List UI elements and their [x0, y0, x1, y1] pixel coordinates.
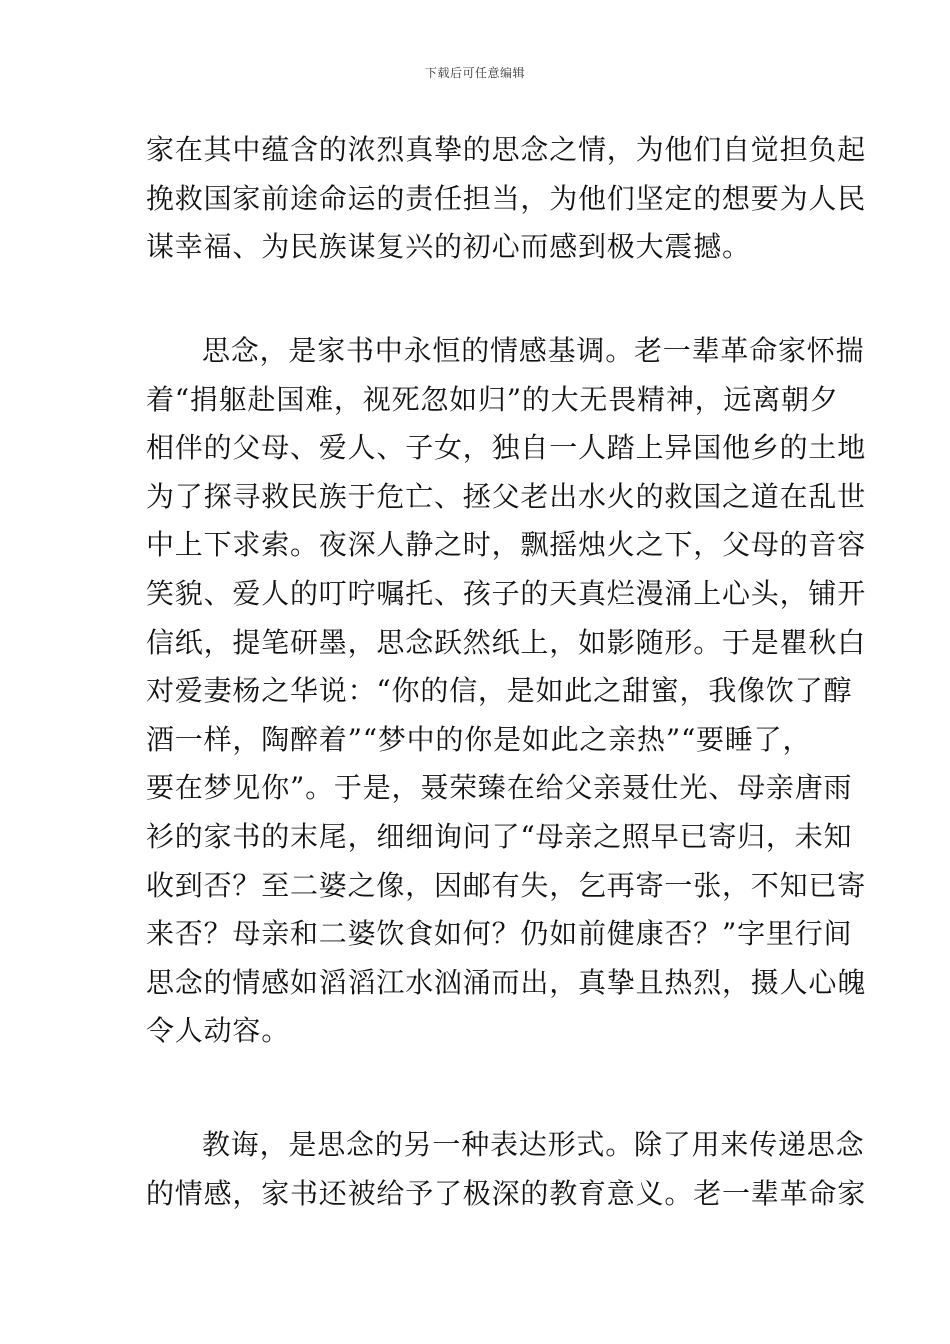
text-line: 挽救国家前途命运的责任担当，为他们坚定的想要为人民: [146, 181, 867, 215]
text-line: 相伴的父母、爱人、子女，独自一人踏上异国他乡的土地: [146, 431, 867, 465]
text-line: 谋幸福、为民族谋复兴的初心而感到极大震撼。: [146, 230, 751, 264]
text-line: 要在梦见你”。于是，聂荣臻在给父亲聂仕光、母亲唐雨: [146, 771, 853, 805]
text-line: 的情感，家书还被给予了极深的教育意义。老一辈革命家: [146, 1176, 867, 1210]
text-line: 对爱妻杨之华说：“你的信，是如此之甜蜜，我像饮了醇: [146, 674, 853, 708]
text-line: 着“捐躯赴国难，视死忽如归”的大无畏精神，远离朝夕: [146, 382, 839, 416]
text-line: 思念，是家书中永恒的情感基调。老一辈革命家怀揣: [202, 334, 865, 367]
paragraph-2: [146, 327, 867, 1056]
text-line: 酒一样，陶醉着”“梦中的你是如此之亲热”“要睡了，: [146, 722, 812, 756]
header-note: 下载后可任意编辑: [424, 66, 525, 80]
text-line: 令人动容。: [146, 1014, 291, 1048]
text-line: 收到否？至二婆之像，因邮有失，乞再寄一张，不知已寄: [146, 868, 867, 902]
text-line: 来否？母亲和二婆饮食如何？仍如前健康否？”字里行间: [146, 917, 853, 951]
paragraph-3: [146, 1121, 867, 1218]
text-line: 笑貌、爱人的叮咛嘱托、孩子的天真烂漫涌上心头，铺开: [146, 576, 867, 610]
text-line: 为了探寻救民族于危亡、拯父老出水火的救国之道在乱世: [146, 479, 867, 513]
text-line: 家在其中蕴含的浓烈真挚的思念之情，为他们自觉担负起: [146, 133, 867, 166]
text-line: 思念的情感如滔滔江水汹涌而出，真挚且热烈，摄人心魄: [146, 965, 867, 999]
text-line: 教诲，是思念的另一种表达形式。除了用来传递思念: [202, 1128, 865, 1161]
paragraph-1: [146, 126, 867, 272]
text-line: 衫的家书的末尾，细细询问了“母亲之照早已寄归，未知: [146, 819, 853, 853]
text-line: 信纸，提笔研墨，思念跃然纸上，如影随形。于是瞿秋白: [146, 625, 867, 659]
text-line: 中上下求索。夜深人静之时，飘摇烛火之下，父母的音容: [146, 528, 867, 562]
